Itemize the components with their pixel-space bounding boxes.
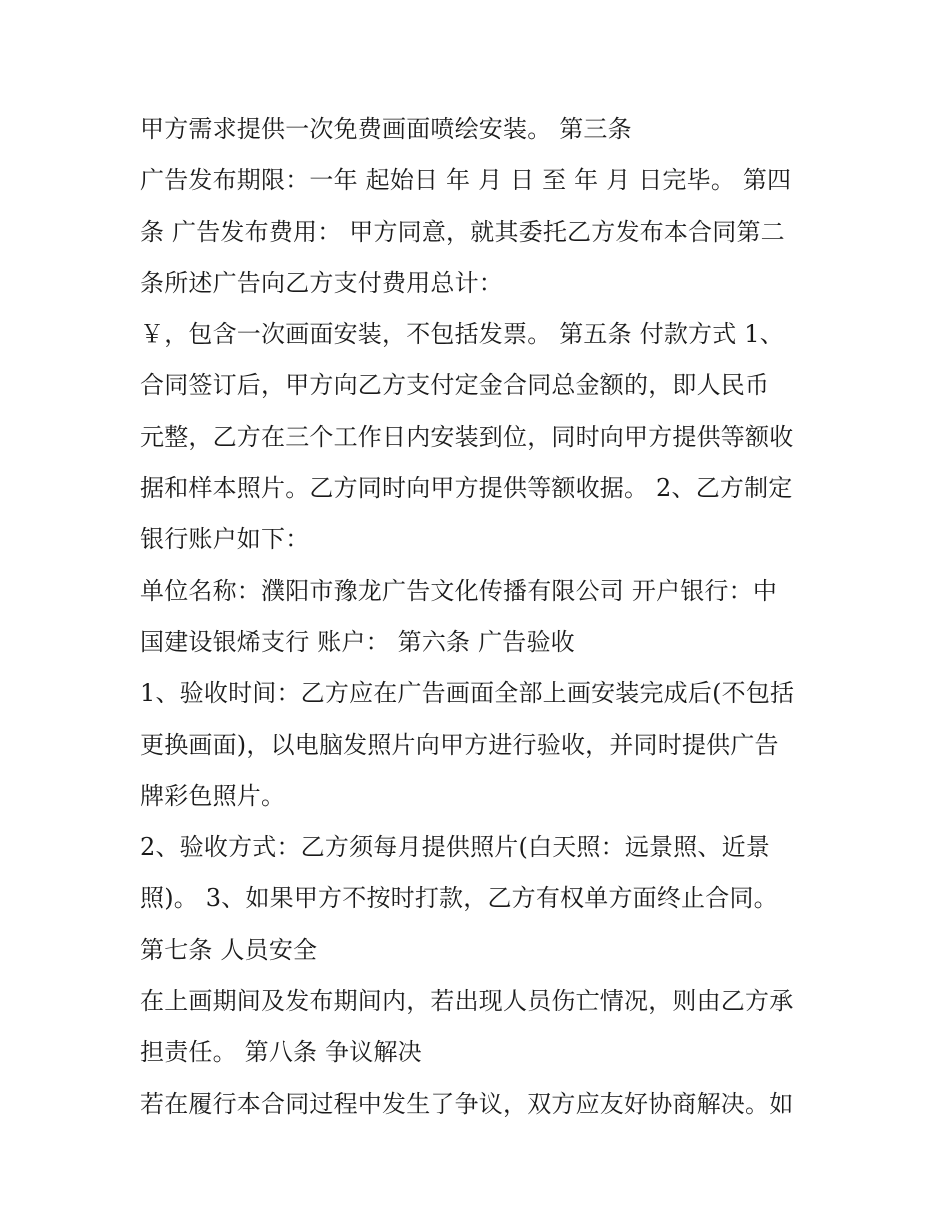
text-line: 2、验收方式：乙方须每月提供照片(白天照：远景照、近景 (140, 833, 771, 862)
text-line: ￥，包含一次画面安装，不包括发票。 第五条 付款方式 1、 (140, 320, 784, 349)
text-line: 银行账户如下： (140, 525, 310, 554)
contract-text (140, 108, 820, 1134)
text-line: 照)。 3、如果甲方不按时打款，乙方有权单方面终止合同。 (140, 884, 778, 913)
text-line: 甲方需求提供一次免费画面喷绘安装。 第三条 (140, 115, 632, 143)
text-line: 条 广告发布费用： 甲方同意，就其委托乙方发布本合同第二 (140, 217, 785, 246)
text-line: 合同签订后，甲方向乙方支付定金合同总金额的，即人民币 (140, 371, 770, 400)
text-line: 广告发布期限：一年 起始日 年 月 日 至 年 月 日完毕。 第四 (140, 166, 792, 195)
text-line: 据和样本照片。乙方同时向甲方提供等额收据。 2、乙方制定 (140, 474, 793, 503)
text-line: 1、验收时间：乙方应在广告画面全部上画安装完成后(不包括 (140, 679, 795, 708)
text-line: 在上画期间及发布期间内，若出现人员伤亡情况，则由乙方承 (140, 987, 794, 1016)
text-line: 若在履行本合同过程中发生了争议，双方应友好协商解决。如 (140, 1089, 794, 1118)
text-line: 牌彩色照片。 (140, 781, 286, 810)
text-line: 元整，乙方在三个工作日内安装到位，同时向甲方提供等额收 (140, 422, 794, 451)
text-line: 第七条 人员安全 (140, 935, 318, 964)
text-line: 单位名称：濮阳市豫龙广告文化传播有限公司 开户银行：中 (140, 576, 778, 605)
text-line: 国建设银烯支行 账户： 第六条 广告验收 (140, 627, 575, 656)
text-line: 更换画面)，以电脑发照片向甲方进行验收，并同时提供广告 (140, 730, 779, 759)
text-line: 条所述广告向乙方支付费用总计： (140, 268, 503, 297)
text-line: 担责任。 第八条 争议解决 (140, 1038, 422, 1067)
